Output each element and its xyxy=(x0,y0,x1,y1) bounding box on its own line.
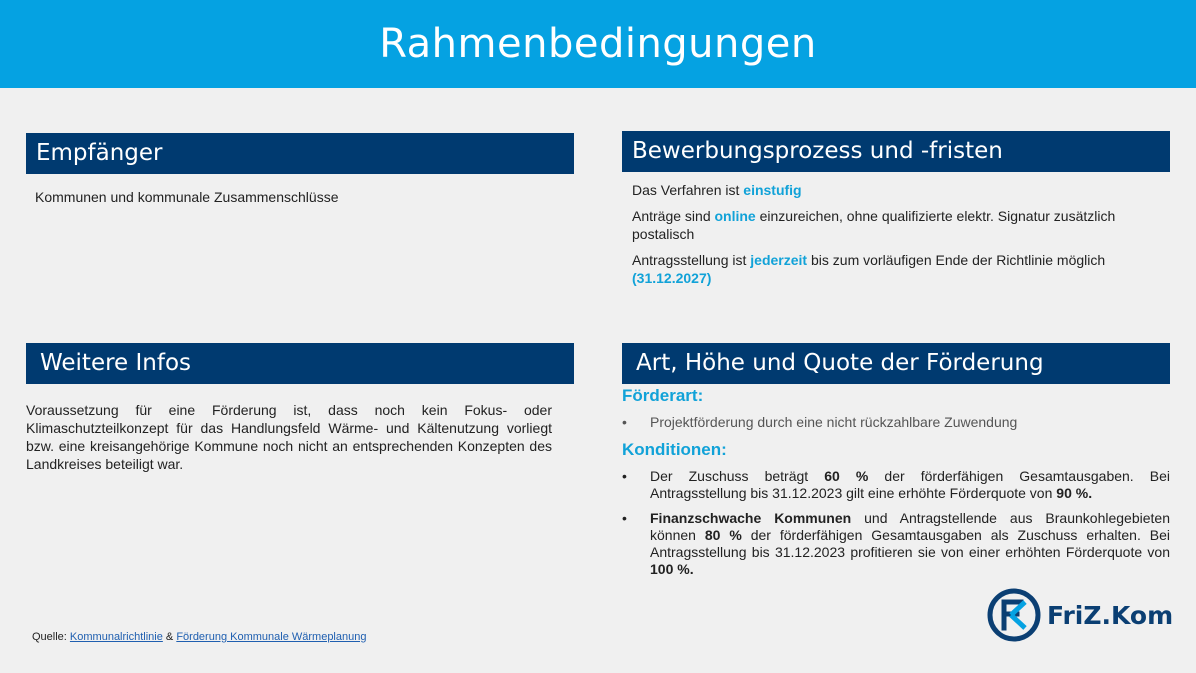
k2-b: und Antragstellende aus Braunkohlegebieten können xyxy=(650,510,1170,543)
p3-date: (31.12.2027) xyxy=(632,270,712,286)
infos-text: Voraussetzung für eine Förderung ist, dass noch kein Fokus- oder Klimaschutzteilkonzept für das Handlungsfeld Wärme- und Kältenutzung vorliegt bzw. eine kreisangehörige Kommune noch nicht an entsprechenden Konzepten des Landkreises beteiligt war. xyxy=(26,402,552,472)
list-item xyxy=(622,468,1170,502)
p3-post: bis zum vorläufigen Ende der Richtlinie möglich xyxy=(807,252,1106,268)
bewerbung-body xyxy=(632,181,1152,295)
k1-c: der förderfähigen Gesamtausgaben. Bei Antragsstellung bis 31.12.2023 gilt eine erhöhte Förderquote von xyxy=(650,468,1170,501)
section-header-infos xyxy=(26,343,574,384)
title-bar xyxy=(0,0,1196,88)
p3-pre: Antragsstellung ist xyxy=(632,252,751,268)
konditionen-label: Konditionen: xyxy=(622,440,727,459)
k1-d: 90 %. xyxy=(1056,485,1093,501)
link-kommunalrichtlinie[interactable]: Kommunalrichtlinie xyxy=(69,631,163,643)
konditionen-list xyxy=(622,468,1170,586)
infos-heading: Weitere Infos xyxy=(40,350,192,376)
k2-a: Finanzschwache Kommunen xyxy=(650,510,852,526)
foerderung-heading: Art, Höhe und Quote der Förderung xyxy=(636,350,1044,376)
p2-post: einzureichen, ohne qualifizierte elektr. Signatur zusätzlich postalisch xyxy=(632,208,1116,242)
source-label: Quelle: xyxy=(32,631,70,643)
k2-d: der förderfähigen Gesamtausgaben als Zuschuss erhalten. Bei Antragsstellung bis 31.12.2023 profitieren sie von einer erhöhten Förderquote von xyxy=(650,527,1170,560)
foerderart-list xyxy=(622,414,1170,439)
bullet-icon: • xyxy=(622,468,627,484)
k1-a: Der Zuschuss beträgt xyxy=(650,468,825,484)
source-line xyxy=(32,631,366,643)
section-header-empfaenger xyxy=(26,133,574,174)
source-separator: & xyxy=(162,631,177,643)
p1-pre: Das Verfahren ist xyxy=(632,182,744,198)
p1-highlight: einstufig xyxy=(743,182,802,198)
k1-b: 60 % xyxy=(824,468,869,484)
friz-kom-logo xyxy=(987,588,1173,642)
logo-text: FriZ.Kom xyxy=(1047,600,1174,630)
foerderart-label: Förderart: xyxy=(622,386,704,405)
p3-highlight: jederzeit xyxy=(750,252,808,268)
empfaenger-heading: Empfänger xyxy=(36,140,163,166)
foerderart-item: Projektförderung durch eine nicht rückzahlbare Zuwendung xyxy=(650,414,1018,430)
empfaenger-text: Kommunen und kommunale Zusammenschlüsse xyxy=(35,189,339,205)
link-foerderung-waermeplanung[interactable]: Förderung Kommunale Wärmeplanung xyxy=(176,631,367,643)
bewerbung-p3 xyxy=(632,251,1152,287)
bewerbung-p1 xyxy=(632,181,1152,199)
bewerbung-heading: Bewerbungsprozess und -fristen xyxy=(632,138,1003,164)
list-item xyxy=(622,510,1170,578)
bewerbung-p2 xyxy=(632,207,1152,243)
p2-highlight: online xyxy=(714,208,756,224)
bullet-icon: • xyxy=(622,510,627,526)
section-header-bewerbung xyxy=(622,131,1170,172)
page-title: Rahmenbedingungen xyxy=(379,21,817,67)
friz-kom-logo-icon xyxy=(987,588,1041,642)
section-header-foerderung xyxy=(622,343,1170,384)
p2-pre: Anträge sind xyxy=(632,208,715,224)
bullet-icon: • xyxy=(622,414,627,430)
k2-c: 80 % xyxy=(704,527,742,543)
list-item xyxy=(622,414,1170,431)
k2-e: 100 %. xyxy=(650,561,694,577)
